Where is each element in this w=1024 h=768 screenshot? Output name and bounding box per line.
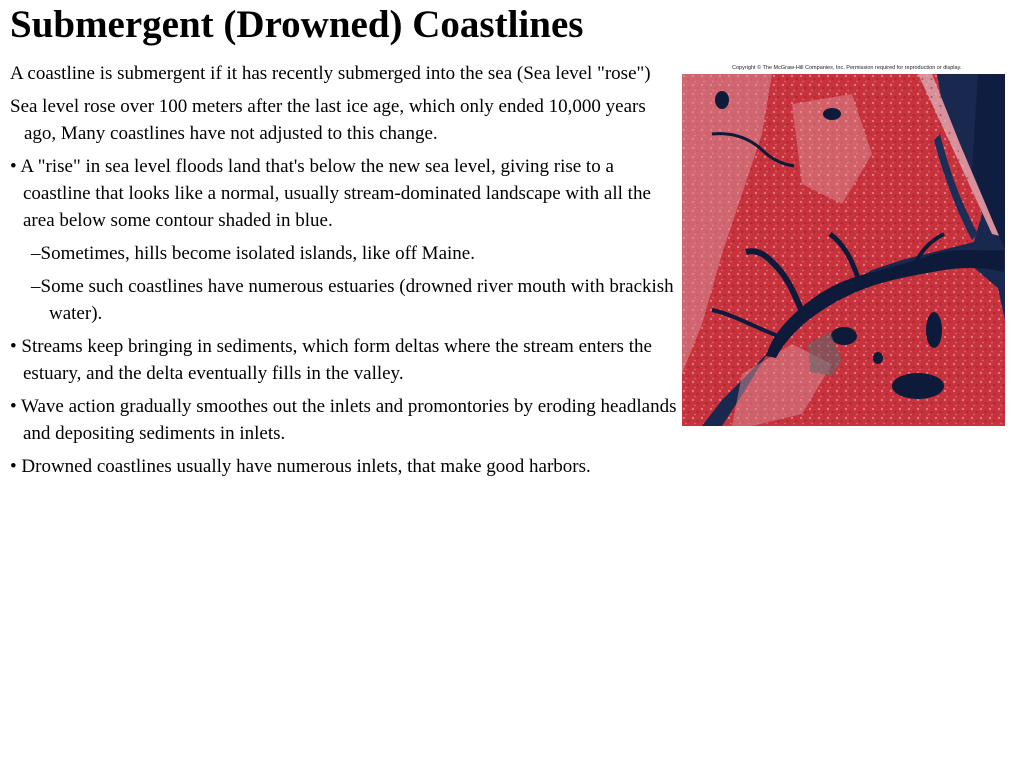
- lake-2: [831, 327, 857, 345]
- lake-1: [892, 373, 944, 399]
- lake-4: [873, 352, 883, 364]
- bullet-deltas: • Streams keep bringing in sediments, which form deltas where the stream enters the estuary, and the delta eventually fills in the valley.: [10, 336, 652, 384]
- sub-bullet-estuaries: –Some such coastlines have numerous estuaries (drowned river mouth with brackish water).: [31, 276, 674, 324]
- satellite-figure: [682, 64, 1005, 426]
- bullet-wave-action: • Wave action gradually smoothes out the inlets and promontories by eroding headlands and depositing sediments in inlets.: [10, 396, 677, 444]
- lake-6: [823, 108, 841, 120]
- paragraph-sea-level-rise: Sea level rose over 100 meters after the last ice age, which only ended 10,000 years ago, Many coastlines have not adjusted to this change.: [10, 96, 646, 144]
- copyright-notice: Copyright © The McGraw-Hill Companies, Inc. Permission required for reproduction or display.: [732, 65, 962, 71]
- slide-title: Submergent (Drowned) Coastlines: [10, 3, 584, 46]
- paragraph-definition: A coastline is submergent if it has recently submerged into the sea (Sea level "rose"): [10, 63, 651, 84]
- lake-3: [926, 312, 942, 348]
- slide-body: [10, 60, 682, 486]
- sub-bullet-islands: –Sometimes, hills become isolated islands, like off Maine.: [31, 243, 475, 264]
- bullet-flooding: • A "rise" in sea level floods land that's below the new sea level, giving rise to a coastline that looks like a normal, usually stream-dominated landscape with all the area below some contour shaded in blue.: [10, 156, 651, 231]
- satellite-image: [682, 74, 1005, 426]
- lake-5: [715, 91, 729, 109]
- bullet-harbors: • Drowned coastlines usually have numerous inlets, that make good harbors.: [10, 456, 591, 477]
